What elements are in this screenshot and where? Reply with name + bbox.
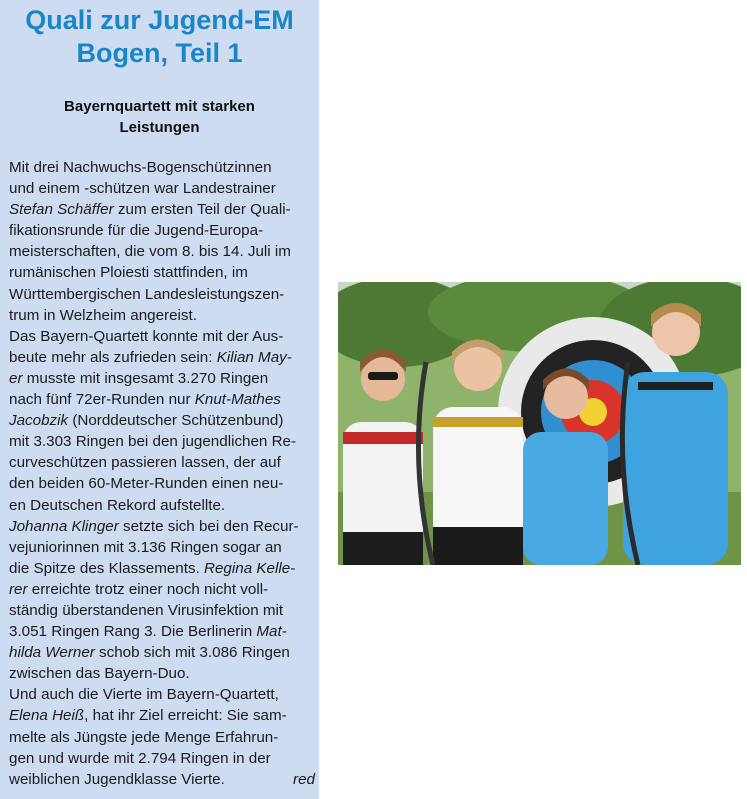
body-text: Das Bayern-Quartett konnte mit der Aus- — [9, 327, 284, 345]
body-line — [9, 748, 317, 769]
body-line — [9, 769, 317, 790]
body-text: fikationsrunde für die Jugend-Europa- — [9, 222, 264, 240]
body-text: vejuniorinnen mit 3.136 Ringen sogar an — [9, 538, 282, 556]
body-text: ständig überstandenen Virusinfektion mit — [9, 601, 284, 619]
body-line — [9, 495, 317, 516]
author-signature: red — [293, 770, 315, 788]
body-line — [9, 473, 317, 494]
body-text: nach fünf 72er-Runden nur — [9, 391, 195, 409]
body-text: trum in Welzheim angereist. — [9, 306, 197, 324]
body-text: und einem -schützen war Landestrainer — [9, 180, 276, 198]
body-line — [9, 431, 317, 452]
body-line — [9, 199, 317, 220]
body-text: den beiden 60-Meter-Runden einen neu- — [9, 475, 284, 493]
body-emphasis: Kilian May- — [216, 348, 292, 366]
body-line — [9, 241, 317, 262]
body-line — [9, 305, 317, 326]
body-text: Württembergischen Landesleistungszen- — [9, 285, 285, 303]
body-emphasis: Mat- — [256, 623, 287, 641]
body-text: beute mehr als zufrieden sein: — [9, 348, 217, 366]
body-line — [9, 516, 317, 537]
body-line — [9, 157, 317, 178]
body-text: 3.051 Ringen Rang 3. Die Berlinerin — [9, 623, 257, 641]
body-emphasis: Johanna Klinger — [9, 517, 119, 535]
title-line: Bogen, Teil 1 — [76, 38, 243, 68]
body-line — [9, 389, 317, 410]
body-text: musste mit insgesamt 3.270 Ringen — [22, 369, 269, 387]
article-title — [0, 4, 319, 70]
body-emphasis: Regina Kelle- — [204, 559, 296, 577]
body-text: rumänischen Ploiesti stattfinden, im — [9, 264, 248, 282]
article-subtitle — [0, 96, 319, 138]
body-emphasis: Elena Heiß — [9, 707, 85, 725]
body-emphasis: Stefan Schäffer — [9, 201, 114, 219]
body-text: gen und wurde mit 2.794 Ringen in der — [9, 749, 271, 767]
title-line: Quali zur Jugend-EM — [25, 5, 294, 35]
body-line — [9, 326, 317, 347]
team-photo — [338, 282, 741, 565]
body-text: mit 3.303 Ringen bei den jugendlichen Re- — [9, 433, 297, 451]
body-line — [9, 684, 317, 705]
body-text: weiblichen Jugendklasse Vierte. — [9, 770, 225, 788]
subtitle-line: Leistungen — [119, 119, 200, 136]
body-line — [9, 705, 317, 726]
body-text: erreichte trotz einer noch nicht voll- — [27, 580, 269, 598]
body-line — [9, 600, 317, 621]
body-line — [9, 727, 317, 748]
body-emphasis: er — [9, 369, 23, 387]
body-emphasis: Knut-Mathes — [194, 391, 281, 409]
body-line — [9, 452, 317, 473]
body-line — [9, 579, 317, 600]
body-text: (Norddeutscher Schützenbund) — [68, 412, 284, 430]
team-photo-icon — [338, 282, 741, 565]
body-text: en Deutschen Rekord aufstellte. — [9, 496, 226, 514]
body-text: setzte sich bei den Recur- — [118, 517, 299, 535]
body-line — [9, 537, 317, 558]
body-text: meisterschaften, die vom 8. bis 14. Juli im — [9, 243, 291, 261]
body-text: schob sich mit 3.086 Ringen — [94, 644, 290, 662]
body-line — [9, 621, 317, 642]
body-text: zum ersten Teil der Quali- — [113, 201, 291, 219]
body-line — [9, 284, 317, 305]
subtitle-line: Bayernquartett mit starken — [64, 98, 255, 115]
body-text: Und auch die Vierte im Bayern-Quartett, — [9, 686, 279, 704]
body-line — [9, 368, 317, 389]
article-body — [9, 157, 317, 790]
body-line — [9, 347, 317, 368]
body-emphasis: rer — [9, 580, 28, 598]
body-line — [9, 262, 317, 283]
body-text: melte als Jüngste jede Menge Erfahrun- — [9, 728, 279, 746]
body-line — [9, 410, 317, 431]
body-line — [9, 663, 317, 684]
body-text: curveschützen passieren lassen, der auf — [9, 454, 281, 472]
article-panel — [0, 0, 319, 799]
body-line — [9, 178, 317, 199]
body-line — [9, 220, 317, 241]
body-emphasis: hilda Werner — [9, 644, 95, 662]
body-text: Mit drei Nachwuchs-Bogenschützinnen — [9, 159, 272, 176]
body-emphasis: Jacobzik — [9, 412, 69, 430]
body-text: die Spitze des Klassements. — [9, 559, 205, 577]
body-text: zwischen das Bayern-Duo. — [9, 665, 190, 683]
body-line — [9, 558, 317, 579]
body-text: , hat ihr Ziel erreicht: Sie sam- — [84, 707, 287, 725]
body-line — [9, 642, 317, 663]
